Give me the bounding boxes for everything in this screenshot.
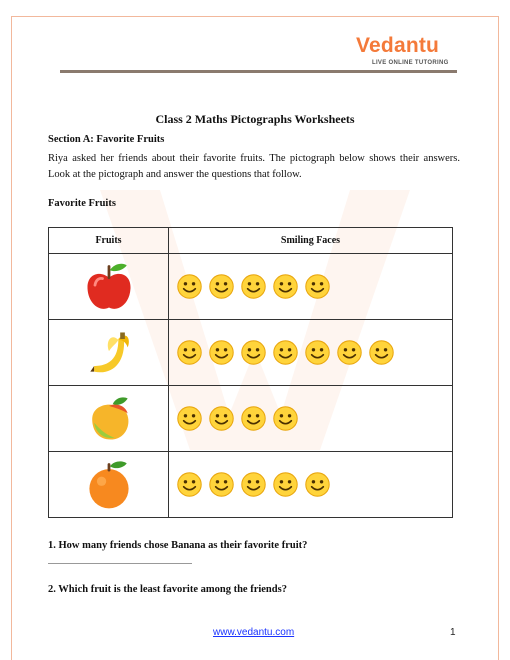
smiling-face-icon <box>272 339 299 366</box>
worksheet-title: Class 2 Maths Pictographs Worksheets <box>155 112 355 126</box>
smiling-face-icon <box>336 339 363 366</box>
table-row <box>49 320 453 386</box>
answer-line[interactable] <box>48 563 192 564</box>
page-number: 1 <box>450 627 456 638</box>
smiling-face-icon <box>272 405 299 432</box>
smiling-face-icon <box>304 339 331 366</box>
fruit-cell <box>49 452 169 518</box>
smiling-faces-cell <box>169 254 453 320</box>
vedantu-logo[interactable] <box>356 34 466 74</box>
smiling-face-icon <box>208 471 235 498</box>
smiling-faces-cell <box>169 386 453 452</box>
smiling-face-icon <box>240 405 267 432</box>
smiling-face-icon <box>240 273 267 300</box>
fruit-cell <box>49 254 169 320</box>
smiling-face-icon <box>208 273 235 300</box>
question-2: 2. Which fruit is the least favorite among the friends? <box>48 584 287 595</box>
intro-paragraph: Riya asked her friends about their favorite fruits. The pictograph below shows their answers. Look at the pictograph and answer the questions that follow. <box>48 153 460 180</box>
fruit-cell <box>49 320 169 386</box>
logo-wordmark: Vedantu <box>356 34 440 57</box>
footer-link[interactable]: www.vedantu.com <box>213 627 295 638</box>
smiling-face-icon <box>304 273 331 300</box>
header-smiling-faces: Smiling Faces <box>169 228 453 254</box>
smiling-face-icon <box>304 471 331 498</box>
table-row <box>49 452 453 518</box>
table-row <box>49 254 453 320</box>
smiling-face-icon <box>176 471 203 498</box>
pictograph-table <box>48 227 453 518</box>
logo-tagline: LIVE ONLINE TUTORING <box>372 60 449 66</box>
table-header-row <box>49 228 453 254</box>
section-heading: Section A: Favorite Fruits <box>48 134 165 145</box>
smiling-face-icon <box>368 339 395 366</box>
header-fruits: Fruits <box>49 228 169 254</box>
smiling-faces-cell <box>169 320 453 386</box>
smiling-face-icon <box>176 339 203 366</box>
smiling-face-icon <box>272 273 299 300</box>
smiling-face-icon <box>240 339 267 366</box>
mango-icon <box>81 391 137 447</box>
orange-icon <box>81 457 137 513</box>
smiling-face-icon <box>176 405 203 432</box>
smiling-faces-cell <box>169 452 453 518</box>
banana-icon <box>81 325 137 381</box>
smiling-face-icon <box>208 339 235 366</box>
header-rule <box>60 70 457 73</box>
question-1: 1. How many friends chose Banana as their favorite fruit? <box>48 540 308 551</box>
smiling-face-icon <box>176 273 203 300</box>
smiling-face-icon <box>208 405 235 432</box>
smiling-face-icon <box>272 471 299 498</box>
smiling-face-icon <box>240 471 267 498</box>
pictograph-title: Favorite Fruits <box>48 198 116 209</box>
table-row <box>49 386 453 452</box>
fruit-cell <box>49 386 169 452</box>
apple-icon <box>81 259 137 315</box>
